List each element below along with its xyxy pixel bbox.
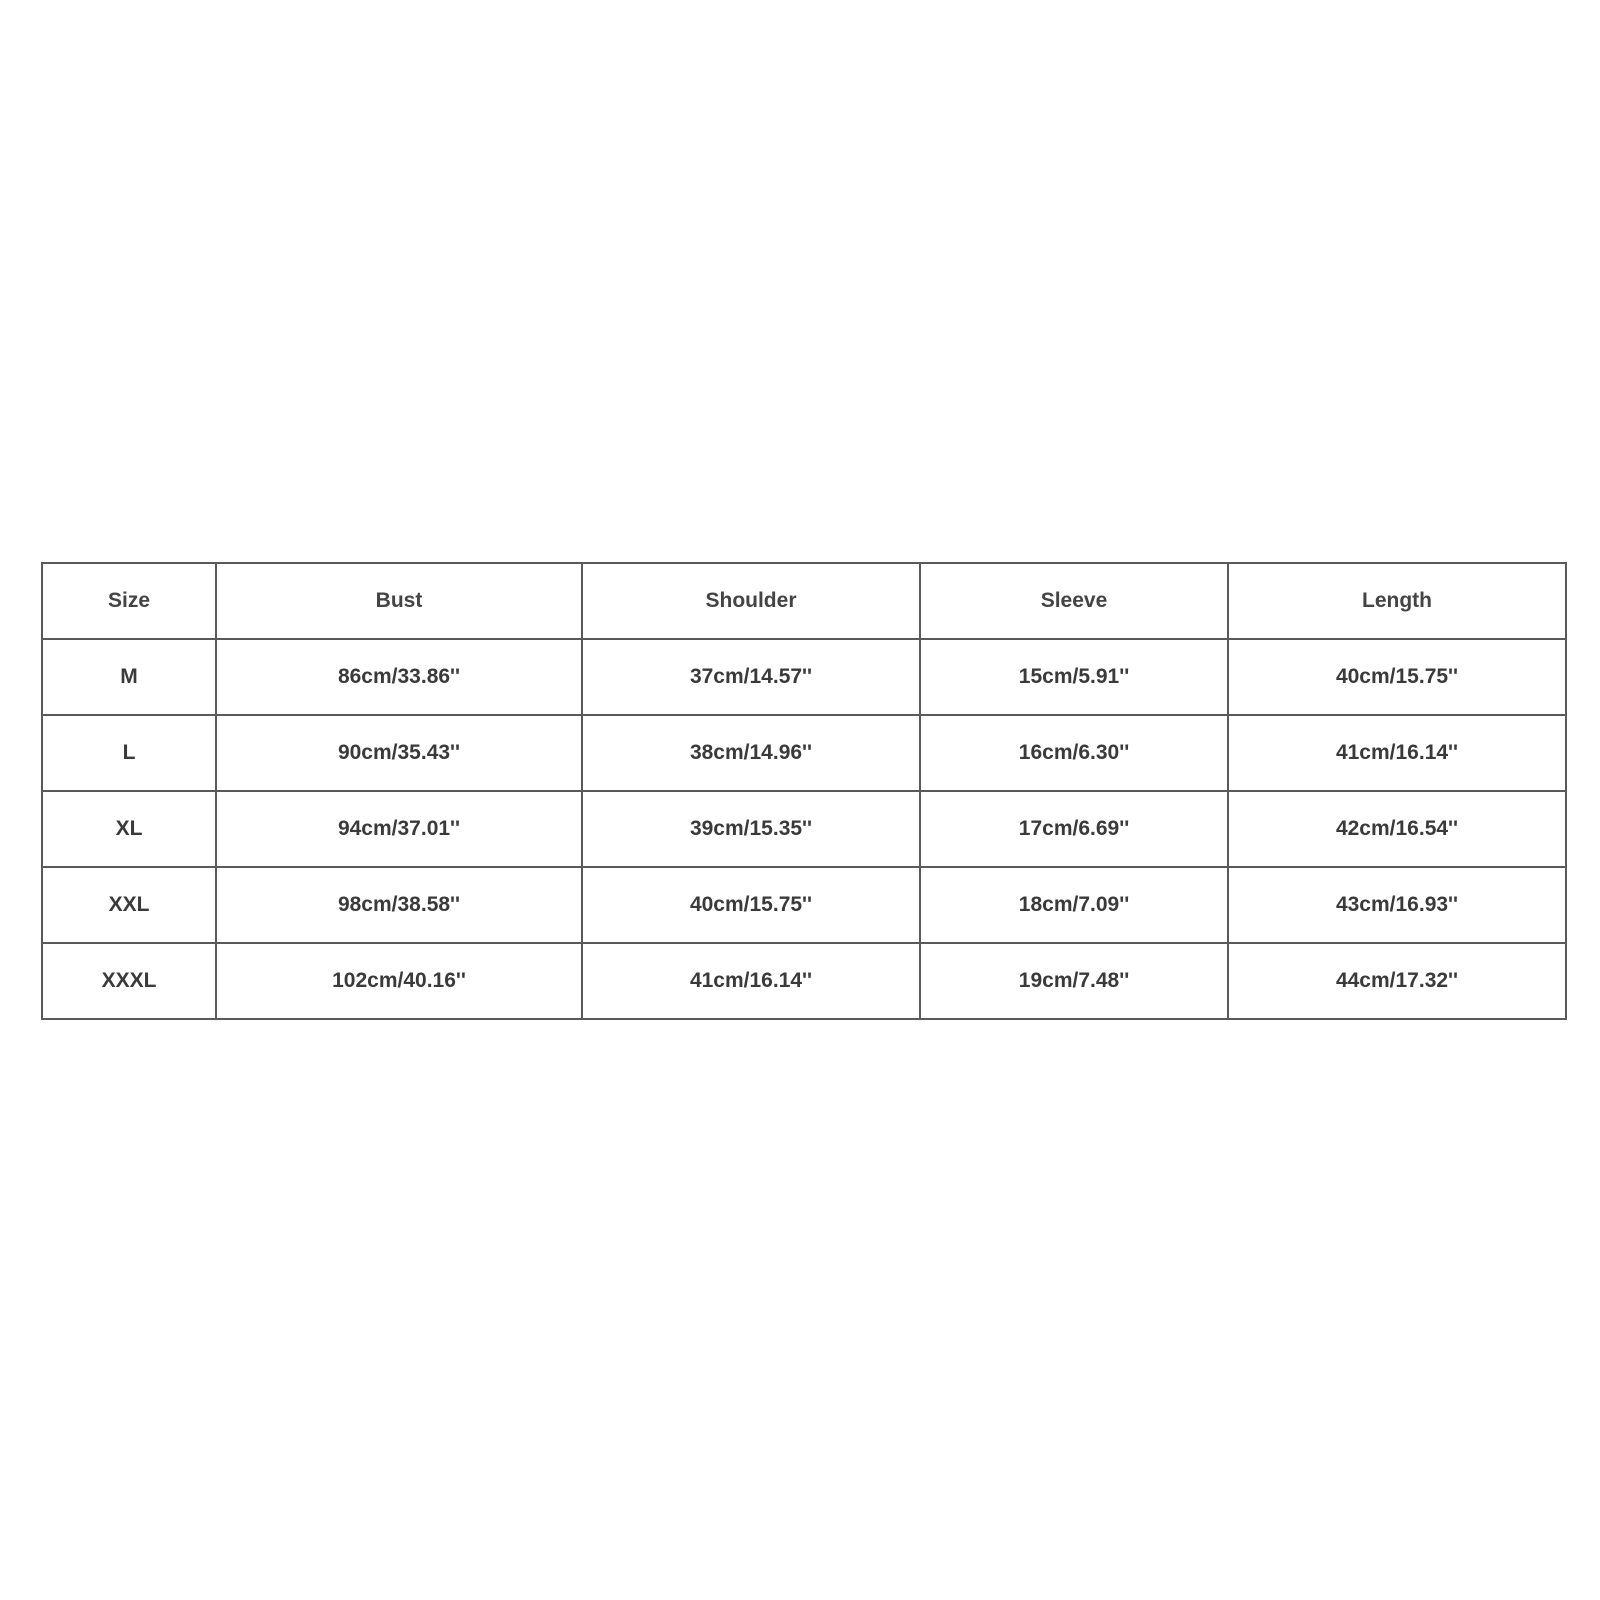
cell-bust: 94cm/37.01'' xyxy=(216,791,582,867)
cell-length: 40cm/15.75'' xyxy=(1228,639,1566,715)
table-row xyxy=(42,943,1566,1019)
cell-sleeve: 18cm/7.09'' xyxy=(920,867,1228,943)
cell-length: 44cm/17.32'' xyxy=(1228,943,1566,1019)
header-row xyxy=(42,563,1566,639)
cell-size: XL xyxy=(42,791,216,867)
cell-size: XXL xyxy=(42,867,216,943)
cell-shoulder: 38cm/14.96'' xyxy=(582,715,920,791)
table-row xyxy=(42,715,1566,791)
header-length: Length xyxy=(1228,563,1566,639)
header-shoulder: Shoulder xyxy=(582,563,920,639)
cell-length: 43cm/16.93'' xyxy=(1228,867,1566,943)
cell-bust: 98cm/38.58'' xyxy=(216,867,582,943)
header-bust: Bust xyxy=(216,563,582,639)
cell-length: 41cm/16.14'' xyxy=(1228,715,1566,791)
cell-shoulder: 41cm/16.14'' xyxy=(582,943,920,1019)
cell-sleeve: 16cm/6.30'' xyxy=(920,715,1228,791)
cell-sleeve: 15cm/5.91'' xyxy=(920,639,1228,715)
cell-length: 42cm/16.54'' xyxy=(1228,791,1566,867)
cell-size: XXXL xyxy=(42,943,216,1019)
cell-shoulder: 39cm/15.35'' xyxy=(582,791,920,867)
cell-bust: 102cm/40.16'' xyxy=(216,943,582,1019)
cell-bust: 90cm/35.43'' xyxy=(216,715,582,791)
table-row xyxy=(42,791,1566,867)
size-chart-table xyxy=(41,562,1567,1020)
cell-size: M xyxy=(42,639,216,715)
cell-sleeve: 17cm/6.69'' xyxy=(920,791,1228,867)
header-sleeve: Sleeve xyxy=(920,563,1228,639)
table-row xyxy=(42,867,1566,943)
table-row xyxy=(42,639,1566,715)
cell-shoulder: 37cm/14.57'' xyxy=(582,639,920,715)
header-size: Size xyxy=(42,563,216,639)
cell-shoulder: 40cm/15.75'' xyxy=(582,867,920,943)
cell-sleeve: 19cm/7.48'' xyxy=(920,943,1228,1019)
cell-bust: 86cm/33.86'' xyxy=(216,639,582,715)
cell-size: L xyxy=(42,715,216,791)
